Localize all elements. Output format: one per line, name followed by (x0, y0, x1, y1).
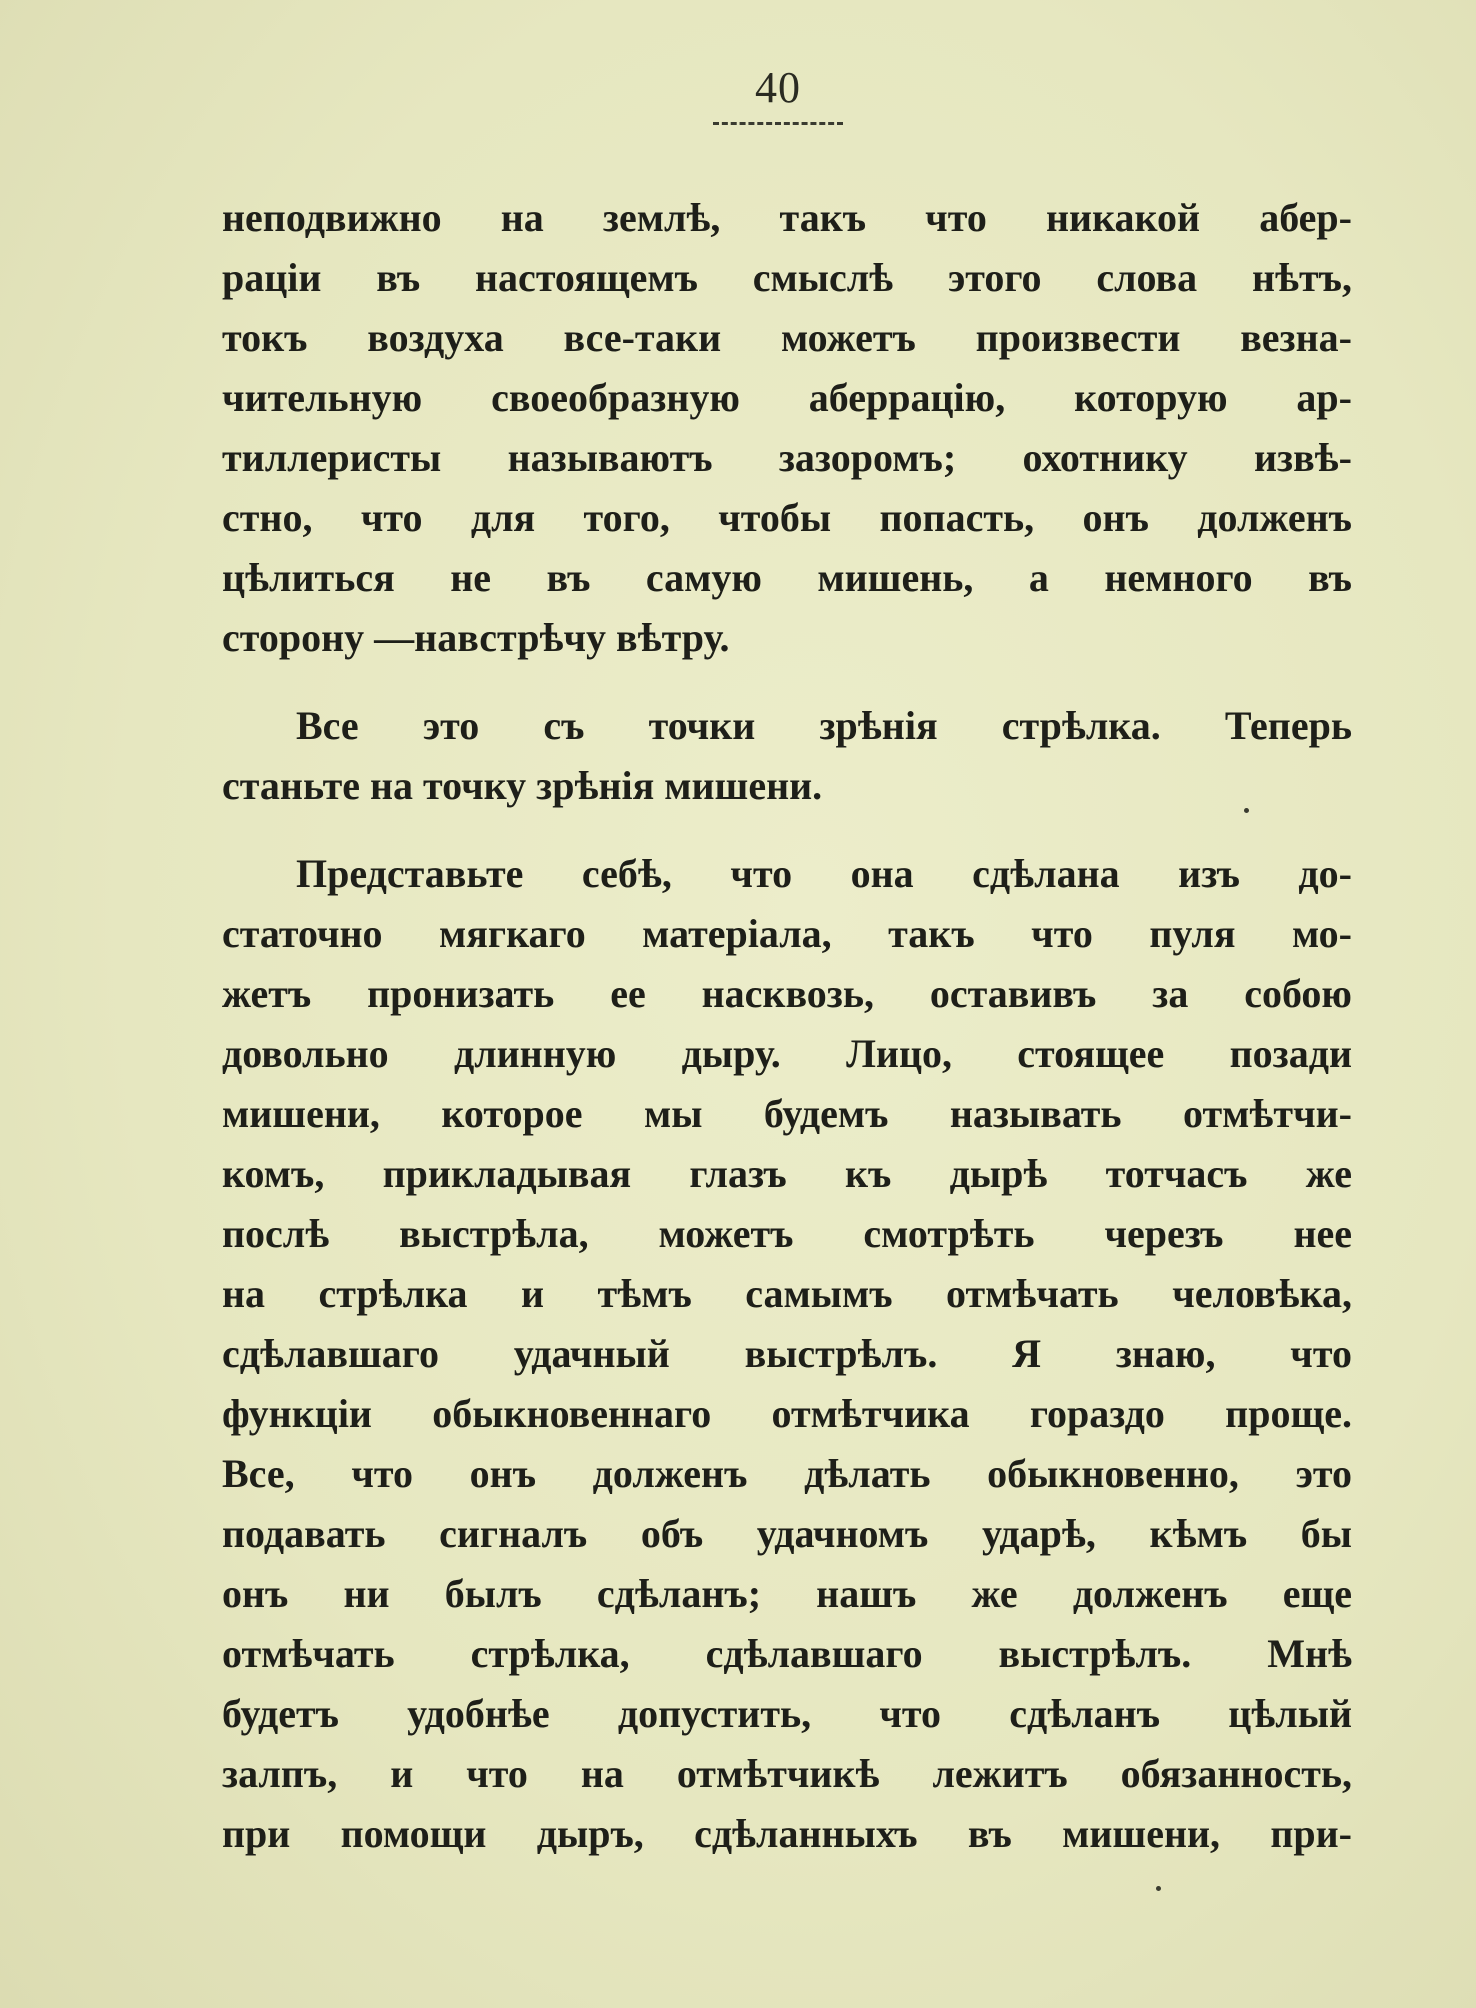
text-line: цѣлиться не въ самую мишень, а немного въ (222, 555, 1352, 600)
paragraph-2 (222, 696, 1352, 816)
text-line: послѣ выстрѣла, можетъ смотрѣть черезъ нее (222, 1211, 1352, 1256)
text-line: на стрѣлка и тѣмъ самымъ отмѣчать человѣка, (222, 1271, 1352, 1316)
text-line: стно, что для того, чтобы попасть, онъ долженъ (222, 495, 1352, 540)
text-line: сторону —навстрѣчу вѣтру. (222, 615, 730, 660)
text-line: Представьте себѣ, что она сдѣлана изъ до- (296, 851, 1352, 896)
text-line: Все это съ точки зрѣнія стрѣлка. Теперь (296, 703, 1352, 748)
text-line: неподвижно на землѣ, такъ что никакой абер- (222, 195, 1352, 240)
text-line: сдѣлавшаго удачный выстрѣлъ. Я знаю, что (222, 1331, 1352, 1376)
text-line: онъ ни былъ сдѣланъ; нашъ же долженъ еще (222, 1571, 1352, 1616)
ink-speck (1244, 808, 1249, 813)
text-line: при помощи дыръ, сдѣланныхъ въ мишени, при- (222, 1811, 1352, 1856)
paragraph-1 (222, 188, 1352, 668)
text-line: раціи въ настоящемъ смыслѣ этого слова нѣтъ, (222, 255, 1352, 300)
paragraph-3 (222, 844, 1352, 1864)
text-line: Все, что онъ долженъ дѣлать обыкновенно, это (222, 1451, 1352, 1496)
text-line: отмѣчать стрѣлка, сдѣлавшаго выстрѣлъ. Мнѣ (222, 1631, 1352, 1676)
text-line: довольно длинную дыру. Лицо, стоящее позади (222, 1031, 1352, 1076)
text-line: будетъ удобнѣе допустить, что сдѣланъ цѣлый (222, 1691, 1352, 1736)
text-line: мишени, которое мы будемъ называть отмѣтчи- (222, 1091, 1352, 1136)
text-line: станьте на точку зрѣнія мишени. (222, 763, 823, 808)
text-line: подавать сигналъ объ удачномъ ударѣ, кѣмъ бы (222, 1511, 1352, 1556)
ink-speck (1156, 1886, 1161, 1891)
text-line: токъ воздуха все-таки можетъ произвести везна- (222, 315, 1352, 360)
page-number: 40 (755, 63, 801, 112)
text-line: залпъ, и что на отмѣтчикѣ лежитъ обязанность, (222, 1751, 1352, 1796)
text-line: тиллеристы называютъ зазоромъ; охотнику извѣ- (222, 435, 1352, 480)
page-number-rule (713, 122, 843, 125)
text-line: статочно мягкаго матеріала, такъ что пуля мо- (222, 911, 1352, 956)
text-line: чительную своеобразную аберрацію, которую ар- (222, 375, 1352, 420)
text-line: комъ, прикладывая глазъ къ дырѣ тотчасъ же (222, 1151, 1352, 1196)
text-line: функціи обыкновеннаго отмѣтчика гораздо проще. (222, 1391, 1352, 1436)
text-line: жетъ пронизать ее насквозь, оставивъ за собою (222, 971, 1352, 1016)
